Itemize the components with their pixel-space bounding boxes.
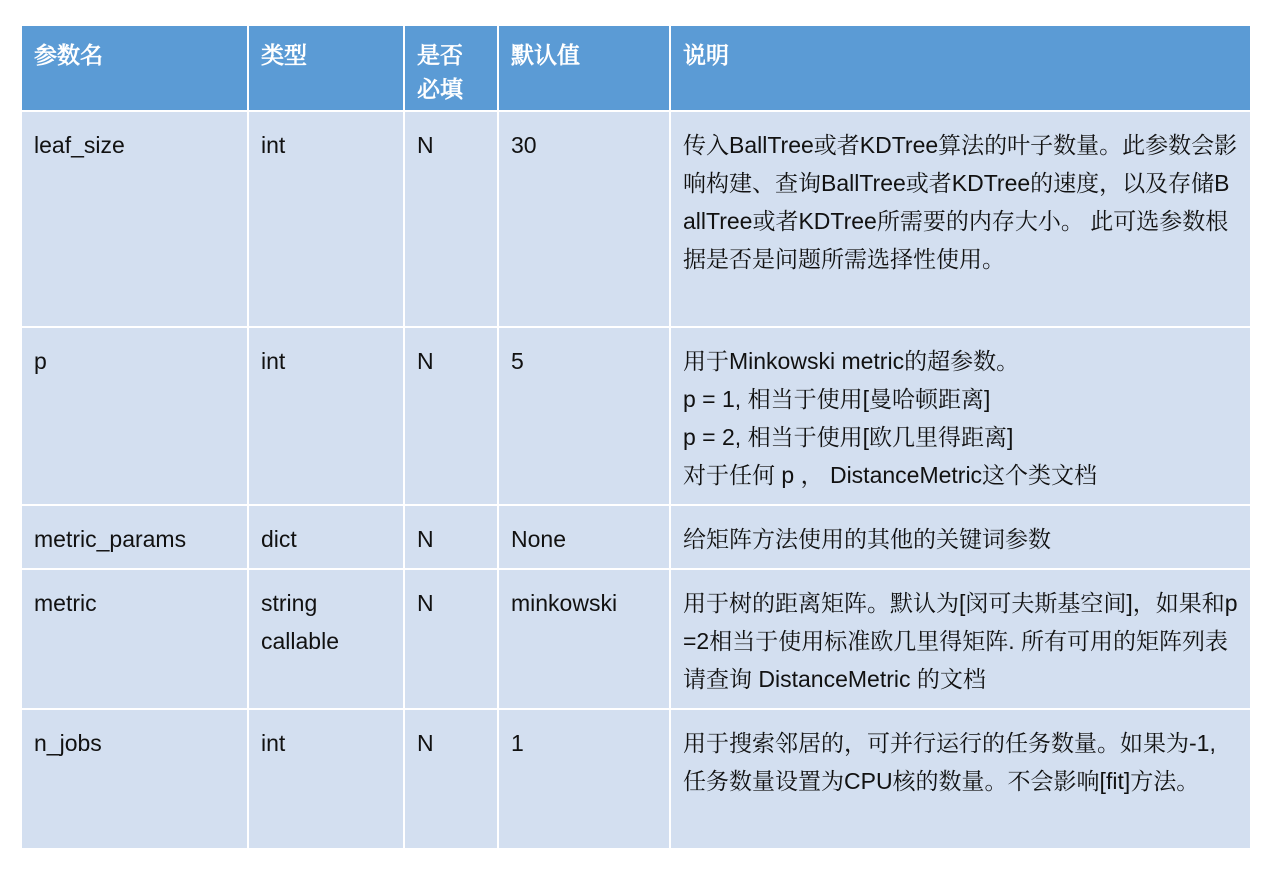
cell-default: 30 [498, 111, 670, 327]
cell-param-name: p [21, 327, 248, 505]
type-line: callable [261, 628, 339, 654]
cell-description [670, 505, 1251, 569]
type-line: int [261, 730, 286, 756]
cell-param-name: metric [21, 569, 248, 709]
type-line: int [261, 348, 286, 374]
header-param-name: 参数名 [21, 25, 248, 111]
header-row [21, 25, 1251, 111]
type-line: dict [261, 526, 297, 552]
description-line: p = 1, 相当于使用[曼哈顿距离] [683, 386, 991, 412]
cell-type [248, 569, 404, 709]
header-default: 默认值 [498, 25, 670, 111]
description-line: 用于搜索邻居的，可并行运行的任务数量。如果为-1, 任务数量设置为CPU核的数量。不会影响[fit]方法。 [683, 730, 1216, 794]
cell-description [670, 111, 1251, 327]
parameter-table [20, 24, 1252, 850]
cell-default: 5 [498, 327, 670, 505]
cell-type [248, 111, 404, 327]
cell-type [248, 327, 404, 505]
cell-param-name: leaf_size [21, 111, 248, 327]
cell-type [248, 505, 404, 569]
table-row [21, 709, 1251, 849]
cell-default: None [498, 505, 670, 569]
type-line: int [261, 132, 286, 158]
table-row [21, 505, 1251, 569]
type-line: string [261, 590, 318, 616]
header-required: 是否必填 [404, 25, 498, 111]
cell-required: N [404, 569, 498, 709]
description-line: 传入BallTree或者KDTree算法的叶子数量。此参数会影响构建、查询BallTree或者KDTree的速度，以及存储BallTree或者KDTree所需要的内存大小。 此可选参数根据是否是问题所需选择性使用。 [683, 132, 1238, 272]
description-line: 给矩阵方法使用的其他的关键词参数 [683, 526, 1051, 552]
description-line: 用于树的距离矩阵。默认为[闵可夫斯基空间]，如果和p=2相当于使用标准欧几里得矩阵. 所有可用的矩阵列表请查询 DistanceMetric 的文档 [683, 590, 1238, 692]
table-row [21, 327, 1251, 505]
cell-default: 1 [498, 709, 670, 849]
table-row [21, 569, 1251, 709]
cell-required: N [404, 111, 498, 327]
description-line: p = 2, 相当于使用[欧几里得距离] [683, 424, 1014, 450]
cell-description [670, 709, 1251, 849]
cell-default: minkowski [498, 569, 670, 709]
description-line: 用于Minkowski metric的超参数。 [683, 348, 1020, 374]
cell-required: N [404, 505, 498, 569]
cell-required: N [404, 327, 498, 505]
cell-param-name: metric_params [21, 505, 248, 569]
cell-type [248, 709, 404, 849]
cell-description [670, 327, 1251, 505]
header-type: 类型 [248, 25, 404, 111]
description-line: 对于任何 p ， DistanceMetric这个类文档 [683, 462, 1098, 488]
cell-description [670, 569, 1251, 709]
cell-required: N [404, 709, 498, 849]
cell-param-name: n_jobs [21, 709, 248, 849]
table-row [21, 111, 1251, 327]
header-description: 说明 [670, 25, 1251, 111]
